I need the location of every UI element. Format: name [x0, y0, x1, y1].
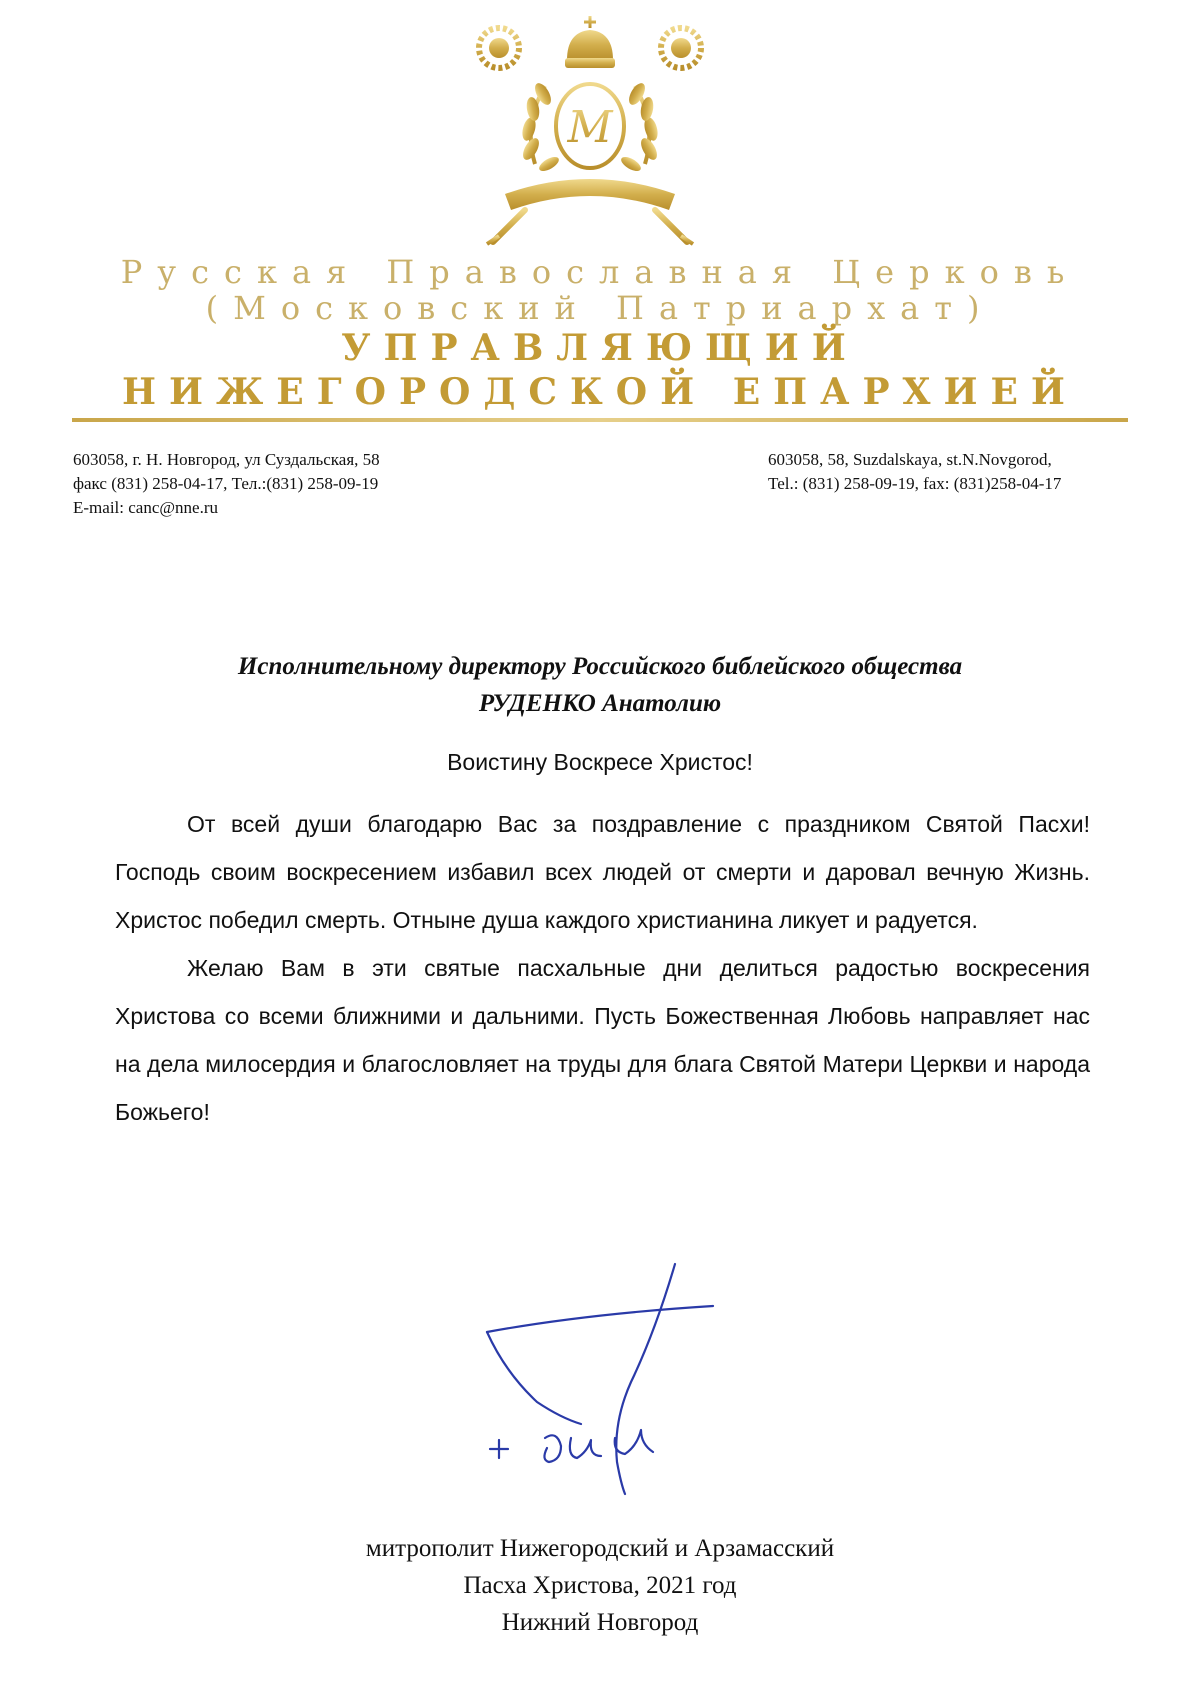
contact-phone-en: Tel.: (831) 258-09-19, fax: (831)258-04-17 [768, 474, 1062, 493]
monogram-icon [556, 84, 624, 168]
addressee-block [0, 648, 1200, 722]
contacts-english [768, 448, 1061, 496]
signer-title: митрополит Нижегородский и Арзамасский [365, 1535, 835, 1562]
ribbon-icon [487, 179, 693, 244]
greeting: Воистину Воскресе Христос! [447, 749, 753, 775]
body-paragraph-1: От всей души благодарю Вас за поздравление с праздником Святой Пасхи! Господь своим воскресением избавил всех людей от смерти и даровал вечную Жизнь. Христос победил смерть. Отныне душа каждого христианина ликует и радуется. [115, 811, 1090, 933]
contacts-russian [73, 448, 380, 520]
letter-body [115, 800, 1090, 1136]
right-wreath-icon [661, 28, 701, 84]
letter-place: Нижний Новгород [501, 1609, 699, 1636]
letter-date: Пасха Христова, 2021 год [463, 1572, 737, 1599]
contact-address: 603058, г. Н. Новгород, ул Суздальская, 58 [73, 450, 380, 469]
patriarchate-name: (Московский Патриархат) [205, 289, 995, 327]
closing-block [0, 1530, 1200, 1641]
office-title-line2: НИЖЕГОРОДСКОЙ ЕПАРХИЕЙ [122, 371, 1078, 413]
left-wreath-icon [479, 28, 519, 84]
signature-icon [465, 1262, 765, 1498]
office-title-line1: УПРАВЛЯЮЩИЙ [341, 327, 859, 369]
header-divider [72, 418, 1128, 422]
svg-text:М: М [567, 102, 613, 153]
contact-address-en: 603058, 58, Suzdalskaya, st.N.Novgorod, [768, 450, 1052, 469]
addressee-name: РУДЕНКО Анатолию [478, 690, 722, 717]
contact-email: E-mail: canc@nne.ru [73, 498, 218, 517]
body-paragraph-2: Желаю Вам в эти святые пасхальные дни делиться радостью воскресения Христова со всеми ближними и дальними. Пусть Божественная Любовь направляет нас на дела милосердия и благословляет на труды для блага Святой Матери Церкви и народа Божьего! [115, 955, 1090, 1125]
addressee-position: Исполнительному директору Российского библейского общества [237, 653, 963, 680]
diocese-emblem [465, 14, 715, 254]
mitre-icon [565, 16, 615, 68]
contact-phone: факс (831) 258-04-17, Тел.:(831) 258-09-19 [73, 474, 379, 493]
church-name: Русская Православная Церковь [120, 253, 1080, 291]
